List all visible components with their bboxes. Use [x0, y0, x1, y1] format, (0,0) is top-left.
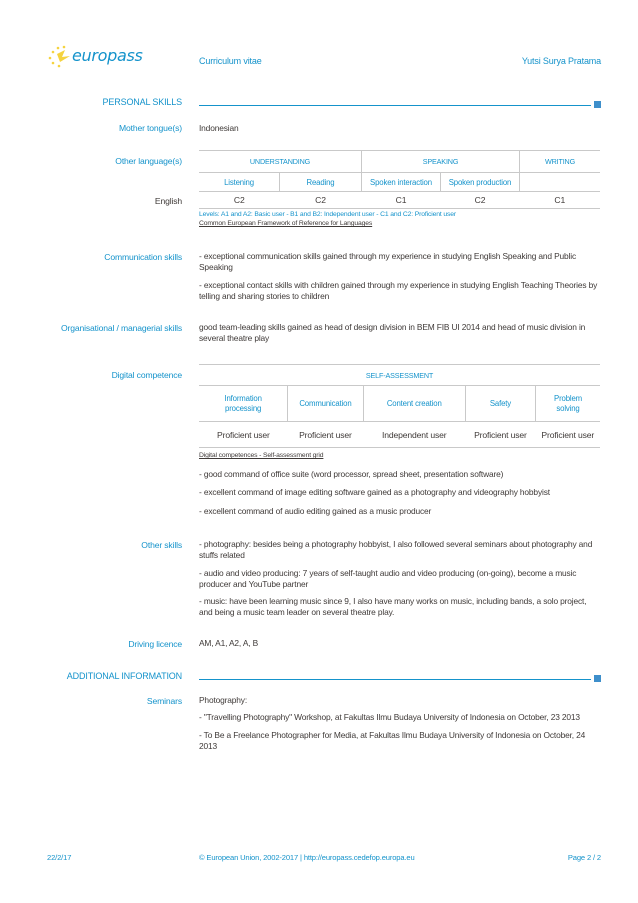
dc-communication: Communication — [288, 386, 363, 422]
sub-spoken-interaction: Spoken interaction — [362, 173, 441, 192]
organisational-value: good team-leading skills gained as head of design division in BEM FIB UI 2014 and head of music division in several theatre play — [199, 322, 586, 344]
level-reading: C2 — [315, 195, 326, 205]
dc-level: Proficient user — [217, 429, 270, 440]
digital-item: - excellent command of audio editing gained as a music producer — [199, 505, 432, 516]
other-skill-item: - photography: besides being a photography hobbyist, I also followed several seminars about photography and stuffs related — [199, 539, 593, 561]
levels-legend: Levels: A1 and A2: Basic user - B1 and B2: Independent user - C1 and C2: Proficient user — [199, 211, 456, 218]
section-square-icon — [594, 675, 601, 682]
digital-grid-note — [199, 452, 323, 459]
digital-competence-table — [199, 364, 600, 448]
driving-licence-value: AM, A1, A2, A, B — [199, 638, 259, 648]
sub-reading: Reading — [280, 173, 362, 192]
level-spoken-interaction: C1 — [395, 195, 407, 205]
cefr-link[interactable]: Common European Framework of Reference for Languages — [199, 220, 373, 227]
language-name: English — [154, 196, 182, 206]
digital-label: Digital competence — [111, 370, 182, 380]
communication-item: - exceptional contact skills with children gained through my experience in studying English Teaching Theories by telling and sharing stories to children — [199, 279, 598, 301]
mother-tongue-label: Mother tongue(s) — [118, 123, 182, 133]
sub-spoken-production: Spoken production — [441, 173, 520, 192]
language-levels-note — [199, 210, 456, 228]
section-heading-personal-skills: PERSONAL SKILLS — [102, 97, 182, 107]
driving-licence-label: Driving licence — [128, 639, 182, 649]
dc-safety: Safety — [465, 386, 535, 422]
digital-items — [199, 469, 599, 523]
seminars-value — [199, 695, 599, 758]
other-skill-item: - music: have been learning music since 9, I also have many works on music, including bands, a solo project, and being a music team leader on several theatre play. — [199, 596, 587, 618]
level-writing: C1 — [554, 195, 566, 205]
dc-level: Proficient user — [299, 429, 352, 440]
self-assessment-heading: SELF-ASSESSMENT — [365, 370, 434, 380]
communication-item: - exceptional communication skills gained through my experience in studying English Speaking and Public Speaking — [199, 251, 577, 273]
other-skills-label: Other skills — [141, 540, 182, 550]
organisational-label: Organisational / managerial skills — [61, 323, 182, 333]
europass-logo — [44, 40, 144, 68]
dc-information-processing: Information processing — [199, 386, 288, 422]
level-listening: C2 — [233, 195, 245, 205]
communication-value — [199, 251, 599, 308]
seminar-item: Photography: — [199, 695, 248, 705]
digital-grid-link[interactable]: Digital competences - Self-assessment grid — [199, 452, 324, 459]
digital-item: - excellent command of image editing software gained as a photography and videography hobbyist — [199, 487, 550, 498]
dc-level: Proficient user — [474, 429, 527, 440]
other-skill-item: - audio and video producing: 7 years of self-taught audio and video producing (on-going), become a music producer and YouTube partner — [199, 567, 577, 589]
section-heading-additional: ADDITIONAL INFORMATION — [66, 671, 182, 681]
dc-level: Independent user — [381, 429, 447, 440]
document-title: Curriculum vitae — [199, 56, 262, 66]
level-spoken-production: C2 — [474, 195, 486, 205]
seminar-item: - To Be a Freelance Photographer for Media, at Fakultas Ilmu Budaya University of Indonesia on October, 24 2013 — [199, 729, 586, 751]
dc-level: Proficient user — [541, 429, 595, 440]
dc-content-creation: Content creation — [363, 386, 465, 422]
footer-copyright: © European Union, 2002-2017 | http://europass.cedefop.europa.eu — [199, 853, 415, 862]
seminar-item: - "Travelling Photography" Workshop, at Fakultas Ilmu Budaya University of Indonesia on October, 23 2013 — [199, 712, 580, 723]
section-divider — [199, 679, 591, 680]
section-square-icon — [594, 101, 601, 108]
sub-listening: Listening — [199, 173, 280, 192]
language-table — [199, 150, 600, 209]
footer-page-number: Page 2 / 2 — [567, 853, 601, 862]
logo-text: europass — [72, 46, 143, 65]
other-languages-label: Other language(s) — [115, 156, 182, 166]
seminars-label: Seminars — [146, 696, 182, 706]
digital-item: - good command of office suite (word processor, spread sheet, presentation software) — [199, 469, 504, 479]
person-name: Yutsi Surya Pratama — [521, 56, 601, 66]
section-divider — [199, 105, 591, 106]
group-understanding: UNDERSTANDING — [199, 151, 362, 173]
group-speaking: SPEAKING — [362, 151, 520, 173]
sub-writing-empty — [520, 173, 601, 192]
communication-label: Communication skills — [104, 252, 182, 262]
footer-date: 22/2/17 — [47, 853, 72, 862]
mother-tongue-value: Indonesian — [199, 123, 239, 133]
dc-problem-solving: Problem solving — [554, 393, 582, 413]
other-skills-value — [199, 539, 599, 625]
group-writing: WRITING — [544, 157, 576, 166]
